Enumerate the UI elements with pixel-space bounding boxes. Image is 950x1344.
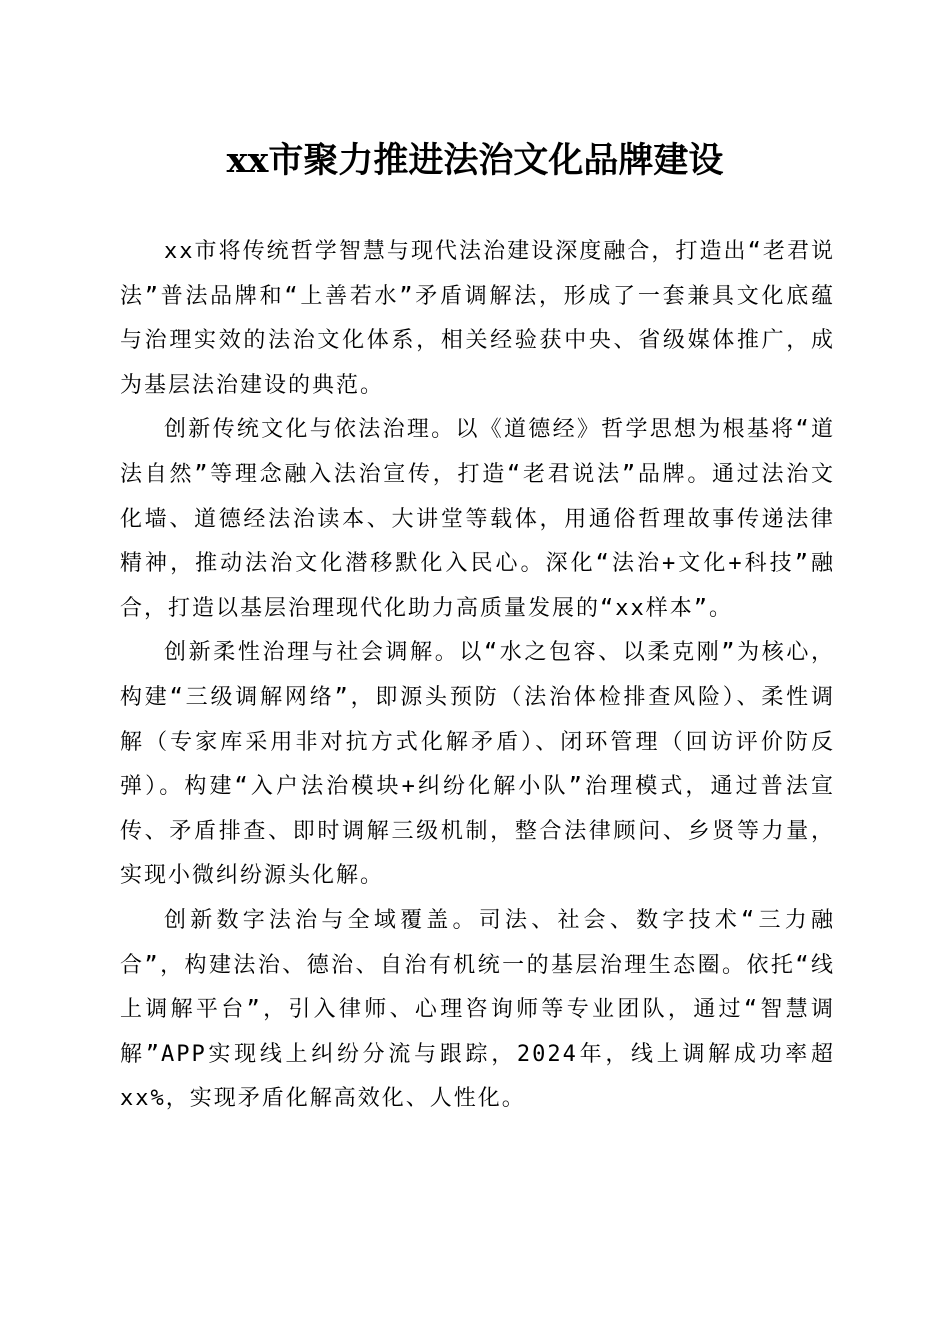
document-body [120, 230, 835, 1122]
paragraph-digital-rule-of-law: 创新数字法治与全域覆盖。司法、社会、数字技术“三力融合”，构建法治、德治、自治有机统一的基层治理生态圈。依托“线上调解平台”，引入律师、心理咨询师等专业团队，通过“智慧调解”APP实现线上纠纷分流与跟踪，2024年，线上调解成功率超xx%，实现矛盾化解高效化、人性化。 [120, 907, 835, 1112]
paragraph-traditional-culture: 创新传统文化与依法治理。以《道德经》哲学思想为根基将“道法自然”等理念融入法治宣传，打造“老君说法”品牌。通过法治文化墙、道德经法治读本、大讲堂等载体，用通俗哲理故事传递法律精神，推动法治文化潜移默化入民心。深化“法治+文化+科技”融合，打造以基层治理现代化助力高质量发展的“xx样本”。 [120, 417, 835, 621]
paragraph-intro: xx市将传统哲学智慧与现代法治建设深度融合，打造出“老君说法”普法品牌和“上善若水”矛盾调解法，形成了一套兼具文化底蕴与治理实效的法治文化体系，相关经验获中央、省级媒体推广，成为基层法治建设的典范。 [120, 239, 835, 398]
paragraph-flexible-governance: 创新柔性治理与社会调解。以“水之包容、以柔克刚”为核心，构建“三级调解网络”，即源头预防（法治体检排查风险）、柔性调解（专家库采用非对抗方式化解矛盾）、闭环管理（回访评价防反弹）。构建“入户法治模块+纠纷化解小队”治理模式，通过普法宣传、矛盾排查、即时调解三级机制，整合法律顾问、乡贤等力量，实现小微纠纷源头化解。 [120, 640, 835, 889]
document-title: xx市聚力推进法治文化品牌建设 [226, 140, 724, 181]
